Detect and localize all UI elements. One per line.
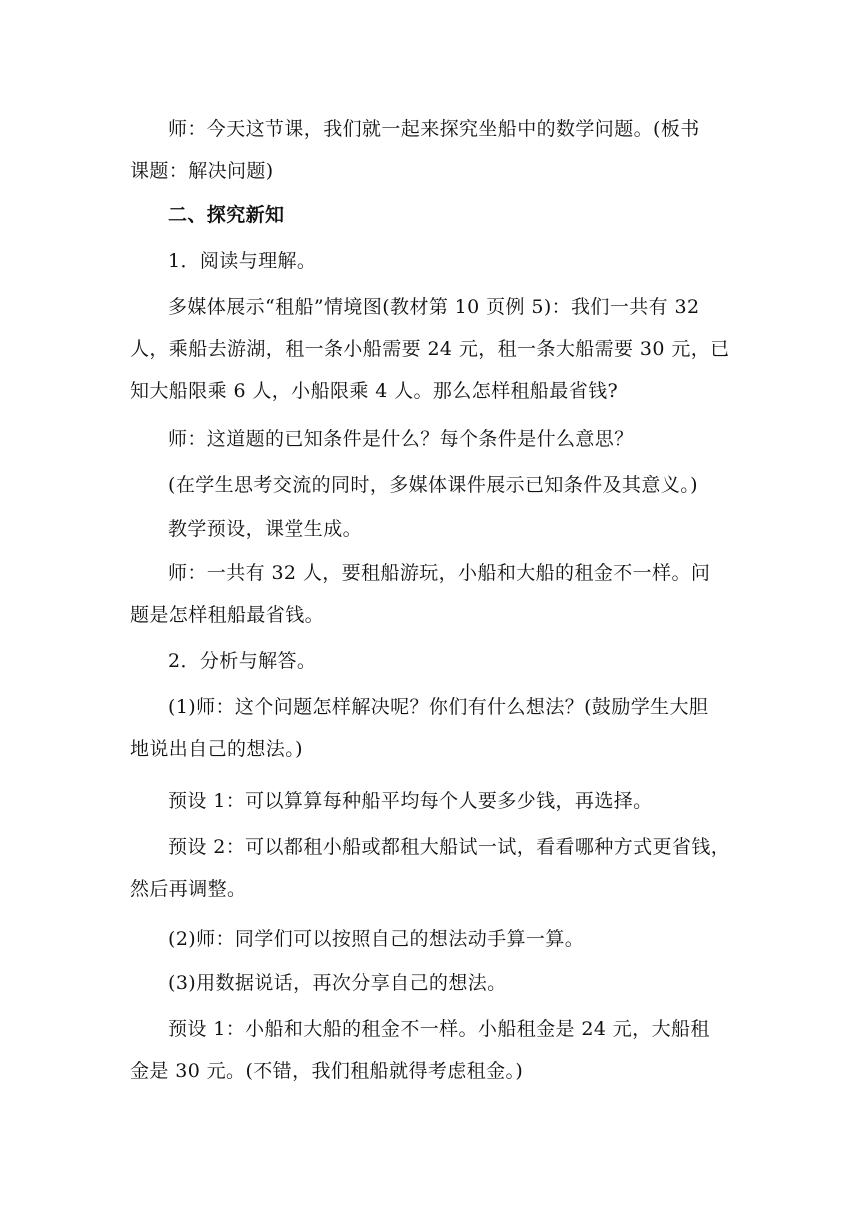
text-line: 题是怎样租船最省钱。 bbox=[130, 604, 325, 626]
text-line: 预设 1：可以算算每种船平均每个人要多少钱，再选择。 bbox=[168, 790, 653, 812]
text-line: 2．分析与解答。 bbox=[168, 650, 317, 672]
text-line: 金是 30 元。(不错，我们租船就得考虑租金。) bbox=[130, 1060, 524, 1082]
text-line: (1)师：这个问题怎样解决呢？你们有什么想法？(鼓励学生大胆 bbox=[168, 696, 709, 718]
paragraph-preset-2 bbox=[130, 826, 730, 910]
subsection-heading-analysis bbox=[130, 640, 730, 682]
paragraph-problem-statement bbox=[130, 286, 730, 412]
paragraph-teacher-intro bbox=[130, 108, 730, 192]
paragraph-step-1 bbox=[130, 686, 730, 770]
text-line: 预设 1：小船和大船的租金不一样。小船租金是 24 元，大船租 bbox=[168, 1018, 710, 1040]
text-line: (2)师：同学们可以按照自己的想法动手算一算。 bbox=[168, 928, 585, 950]
text-line: 预设 2：可以都租小船或都租大船试一试，看看哪种方式更省钱， bbox=[168, 836, 731, 858]
text-line: 师：今天这节课，我们就一起来探究坐船中的数学问题。(板书 bbox=[168, 118, 700, 140]
text-line: 知大船限乘 6 人，小船限乘 4 人。那么怎样租船最省钱? bbox=[130, 380, 619, 402]
subsection-heading-reading bbox=[130, 240, 730, 282]
text-line: 教学预设，课堂生成。 bbox=[168, 518, 363, 540]
text-line: 课题：解决问题) bbox=[130, 160, 274, 182]
text-line: 然后再调整。 bbox=[130, 878, 247, 900]
paragraph-teacher-summary bbox=[130, 552, 730, 636]
text-line: 多媒体展示“租船”情境图(教材第 10 页例 5)：我们一共有 32 bbox=[168, 296, 700, 318]
text-line: 人，乘船去游湖，租一条小船需要 24 元，租一条大船需要 30 元，已 bbox=[130, 338, 730, 360]
text-line: (在学生思考交流的同时，多媒体课件展示已知条件及其意义。) bbox=[168, 474, 698, 496]
paragraph-step-3 bbox=[130, 962, 730, 1004]
text-line: 地说出自己的想法。) bbox=[130, 738, 303, 760]
text-line: 二、探究新知 bbox=[168, 204, 285, 226]
paragraph-presets bbox=[130, 508, 730, 550]
text-line: 师：一共有 32 人，要租船游玩，小船和大船的租金不一样。问 bbox=[168, 562, 711, 584]
paragraph-preset-1-answer bbox=[130, 1008, 730, 1092]
text-line: 师：这道题的已知条件是什么？每个条件是什么意思？ bbox=[168, 428, 634, 450]
paragraph-step-2 bbox=[130, 918, 730, 960]
paragraph-teacher-question bbox=[130, 418, 730, 460]
paragraph-preset-1 bbox=[130, 780, 730, 822]
paragraph-note-multimedia bbox=[130, 464, 730, 506]
text-line: 1．阅读与理解。 bbox=[168, 250, 317, 272]
section-heading bbox=[130, 194, 730, 236]
text-line: (3)用数据说话，再次分享自己的想法。 bbox=[168, 972, 507, 994]
